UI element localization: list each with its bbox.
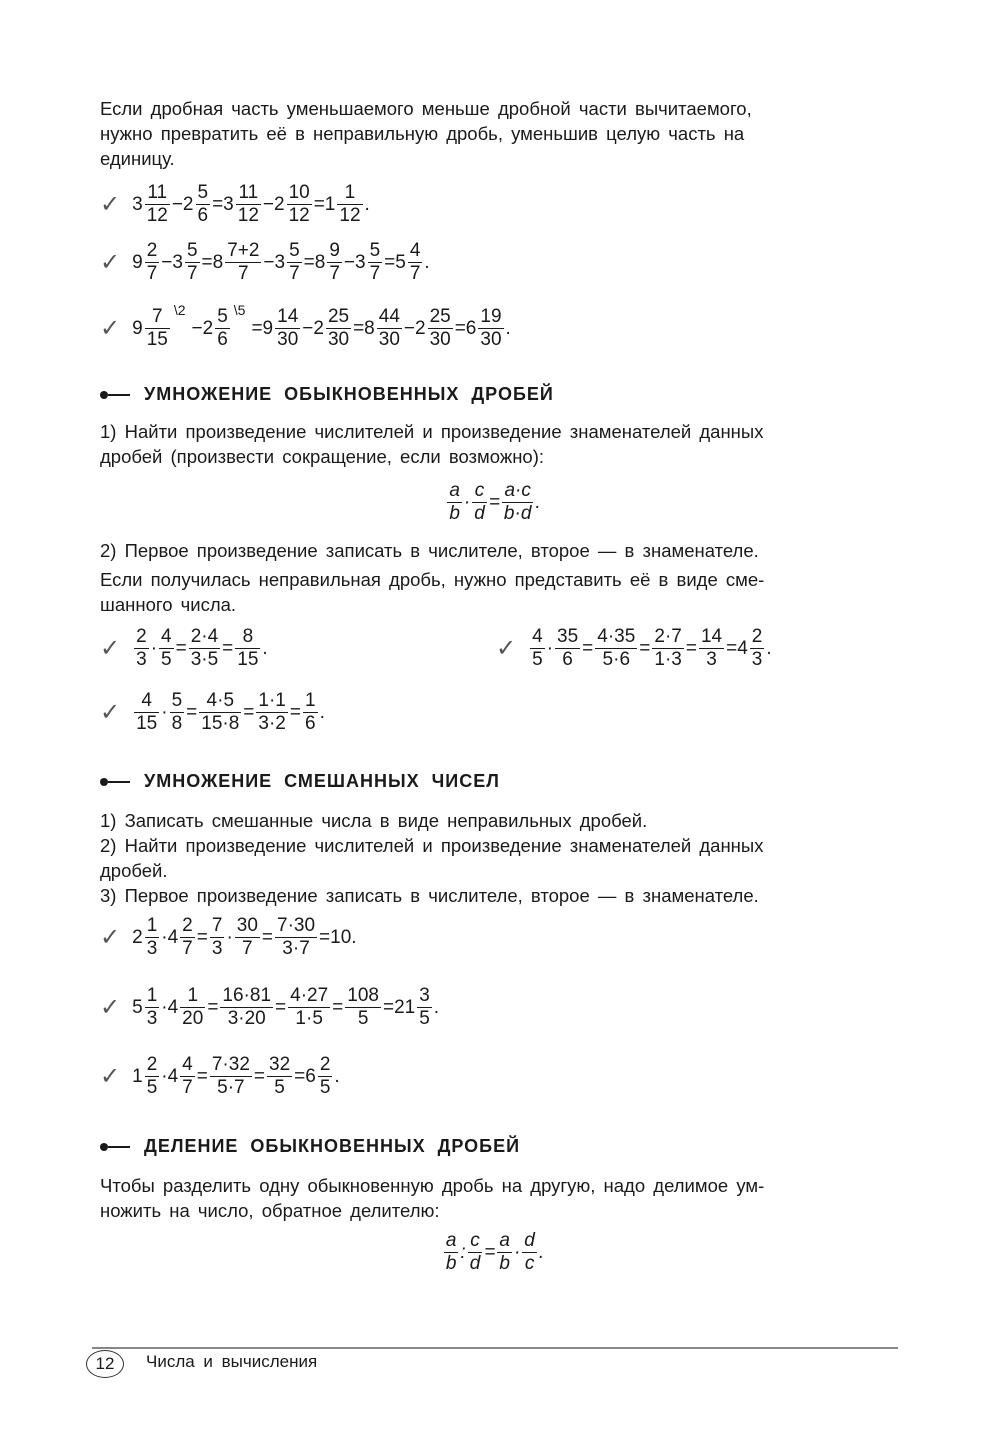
numerator: 4 xyxy=(141,690,152,711)
denominator: 5 xyxy=(267,1076,292,1099)
fraction xyxy=(472,480,487,525)
math-term: = xyxy=(207,996,219,1018)
denominator: 30 xyxy=(429,329,451,350)
section-heading xyxy=(100,1136,520,1157)
check-icon: ✓ xyxy=(100,1063,121,1090)
math-term: −3 xyxy=(343,251,366,273)
denominator: 3 xyxy=(211,938,223,959)
denominator: 20 xyxy=(182,1008,204,1029)
dash-icon xyxy=(108,781,130,783)
denominator: 3·20 xyxy=(220,1007,273,1030)
denominator: b xyxy=(449,503,460,524)
math-term: =8 xyxy=(201,251,224,273)
math-term: = xyxy=(196,1065,208,1087)
math-term: . xyxy=(319,701,325,723)
numerator: 14 xyxy=(277,306,299,327)
fraction xyxy=(225,240,261,285)
numerator: 30 xyxy=(236,915,258,936)
denominator: 3 xyxy=(699,648,724,671)
numerator: 1 xyxy=(146,915,158,936)
numerator: d xyxy=(524,1230,535,1251)
numerator: 1 xyxy=(187,985,199,1006)
text-line: ножить на число, обратное делителю: xyxy=(100,1200,440,1221)
extra-factor: \2 xyxy=(173,302,186,318)
fraction xyxy=(417,985,432,1030)
denominator: b xyxy=(499,1253,510,1274)
fraction xyxy=(235,626,260,671)
fraction xyxy=(408,240,423,285)
example-equation xyxy=(496,626,772,671)
numerator: 9 xyxy=(329,240,340,261)
math-term: 1 xyxy=(132,1065,143,1087)
math-term: =21 xyxy=(382,996,416,1018)
fraction xyxy=(145,1054,160,1099)
numerator: 5 xyxy=(217,306,228,327)
denominator: 5 xyxy=(319,1077,331,1098)
numerator: 7+2 xyxy=(227,240,260,261)
numerator: 2 xyxy=(146,240,158,261)
fraction xyxy=(522,1230,537,1275)
check-icon: ✓ xyxy=(100,924,121,951)
denominator: 5 xyxy=(161,649,172,670)
fraction xyxy=(447,480,462,525)
numerator: a xyxy=(445,1230,457,1251)
math-term: 2 xyxy=(132,926,143,948)
numerator: 32 xyxy=(269,1054,291,1075)
text-line: нужно превратить её в неправильную дробь, уменьшив целую часть на xyxy=(100,123,745,144)
math-term: = xyxy=(196,926,208,948)
numerator: 108 xyxy=(347,985,379,1006)
denominator: 30 xyxy=(277,329,299,350)
example-equation xyxy=(100,915,357,960)
bullet-icon xyxy=(100,778,108,786)
numerator: a xyxy=(449,480,460,501)
heading-text: УМНОЖЕНИЕ СМЕШАННЫХ ЧИСЕЛ xyxy=(144,771,500,791)
footer-divider xyxy=(92,1347,898,1349)
denominator: 3·7 xyxy=(275,937,317,960)
heading-text: ДЕЛЕНИЕ ОБЫКНОВЕННЫХ ДРОБЕЙ xyxy=(144,1136,521,1156)
fraction xyxy=(236,182,261,227)
numerator: a xyxy=(499,1230,510,1251)
fraction xyxy=(145,985,160,1030)
numerator: 5 xyxy=(186,240,198,261)
math-term: 5 xyxy=(132,996,143,1018)
numerator: 11 xyxy=(147,182,168,203)
fraction xyxy=(275,306,300,351)
check-icon: ✓ xyxy=(100,249,121,276)
math-term: . xyxy=(766,637,772,659)
numerator: 14 xyxy=(700,626,723,647)
check-icon: ✓ xyxy=(100,635,121,662)
math-term: −2 xyxy=(191,317,214,339)
check-icon: ✓ xyxy=(100,699,121,726)
numerator: 2 xyxy=(146,1054,158,1075)
numerator: 2 xyxy=(136,626,147,647)
fraction xyxy=(652,626,683,671)
fraction xyxy=(318,1054,333,1099)
fraction xyxy=(210,1054,252,1099)
fraction xyxy=(699,626,724,671)
denominator: d xyxy=(474,503,485,524)
denominator: 3 xyxy=(146,938,158,959)
denominator: 30 xyxy=(480,329,502,350)
math-term: = xyxy=(332,996,344,1018)
fraction xyxy=(185,240,200,285)
math-term: = xyxy=(186,701,198,723)
text-line: шанного числа. xyxy=(100,594,237,615)
numerator: 2 xyxy=(182,915,193,936)
denominator: 3 xyxy=(751,649,763,670)
fraction xyxy=(288,985,330,1030)
text-line: единицу. xyxy=(100,148,175,169)
numerator: 1 xyxy=(146,985,158,1006)
numerator: 2·4 xyxy=(190,626,219,647)
math-term: · xyxy=(150,637,158,659)
math-term: . xyxy=(433,996,440,1018)
text-line: Если получилась неправильная дробь, нужно представить её в виде сме- xyxy=(100,569,765,590)
math-term: −2 xyxy=(403,317,426,339)
math-term: ·4 xyxy=(161,996,179,1018)
bullet-icon xyxy=(100,1143,108,1151)
fraction xyxy=(337,182,362,227)
numerator: 7·32 xyxy=(211,1054,250,1075)
chapter-title: Числа и вычисления xyxy=(146,1352,318,1371)
numerator: c xyxy=(470,1230,480,1251)
example-equation xyxy=(100,302,511,351)
fraction xyxy=(134,626,149,671)
denominator: d xyxy=(469,1253,481,1274)
denominator: 5·7 xyxy=(210,1076,252,1099)
denominator: 3·5 xyxy=(190,649,219,670)
fraction xyxy=(134,690,159,735)
denominator: b xyxy=(445,1253,457,1274)
rule-paragraph xyxy=(100,1173,897,1223)
fraction xyxy=(196,182,211,227)
denominator: 5 xyxy=(345,1007,381,1030)
text-line: Если дробная часть уменьшаемого меньше дробной части вычитаемого, xyxy=(100,98,752,119)
numerator: 1·1 xyxy=(258,690,286,711)
fraction xyxy=(215,306,230,351)
numerator: 5 xyxy=(171,690,183,711)
numerator: 2 xyxy=(319,1054,331,1075)
math-term: −2 xyxy=(262,193,285,215)
denominator: 8 xyxy=(171,713,183,734)
extra-factor: \5 xyxy=(233,302,246,318)
denominator: 15 xyxy=(146,329,168,350)
math-term: 9 xyxy=(132,317,143,339)
math-term: = xyxy=(253,1065,265,1087)
denominator: 5·6 xyxy=(595,648,637,671)
fraction xyxy=(428,306,453,351)
formula xyxy=(0,1230,986,1275)
numerator: 4 xyxy=(409,240,421,261)
numerator: 5 xyxy=(289,240,300,261)
numerator: 4·35 xyxy=(597,626,636,647)
example-equation xyxy=(100,985,439,1030)
fraction xyxy=(287,182,312,227)
math-term: ·4 xyxy=(161,926,179,948)
denominator: 7 xyxy=(146,263,158,284)
math-term: : xyxy=(460,1241,466,1263)
numerator: 7·30 xyxy=(277,915,316,936)
numerator: 5 xyxy=(369,240,381,261)
example-equation xyxy=(100,690,325,735)
denominator: 7 xyxy=(235,937,260,960)
fraction xyxy=(750,626,765,671)
bullet-icon xyxy=(100,391,108,399)
numerator: 2·7 xyxy=(654,626,682,647)
denominator: 1·5 xyxy=(288,1007,330,1030)
denominator: 6 xyxy=(197,205,209,226)
denominator: 1·3 xyxy=(654,649,682,670)
fraction xyxy=(444,1230,459,1275)
math-term: =8 xyxy=(303,251,326,273)
example-equation xyxy=(100,626,268,671)
math-term: =4 xyxy=(726,637,748,659)
example-equation xyxy=(100,182,370,227)
fraction xyxy=(287,240,302,285)
numerator: 1 xyxy=(344,182,356,203)
denominator: 7 xyxy=(409,263,421,284)
denominator: 7 xyxy=(329,263,340,284)
fraction xyxy=(478,306,503,351)
numerator: a·c xyxy=(504,480,531,501)
text-line: дробей. xyxy=(100,860,168,881)
math-term: =6 xyxy=(454,317,477,339)
heading-text: УМНОЖЕНИЕ ОБЫКНОВЕННЫХ ДРОБЕЙ xyxy=(144,384,554,404)
dash-icon xyxy=(108,394,130,396)
example-equation xyxy=(100,1054,340,1099)
math-term: = xyxy=(175,637,187,659)
fraction xyxy=(377,306,402,351)
denominator: 12 xyxy=(339,205,361,226)
fraction xyxy=(145,182,170,227)
numerator: 7 xyxy=(151,306,163,327)
math-term: =1 xyxy=(313,193,336,215)
section-heading xyxy=(100,771,500,792)
numerator: 25 xyxy=(429,306,451,327)
fraction xyxy=(326,306,351,351)
math-term: −3 xyxy=(161,251,183,273)
numerator: 4·5 xyxy=(206,690,235,711)
math-term: −2 xyxy=(171,193,194,215)
math-term: = xyxy=(261,926,274,948)
denominator: 6 xyxy=(217,329,228,350)
numerator: 25 xyxy=(327,306,350,327)
denominator: c xyxy=(522,1252,537,1275)
numerator: 4·27 xyxy=(290,985,329,1006)
math-term: = xyxy=(582,637,594,659)
text-line: 1) Найти произведение числителей и произведение знаменателей данных xyxy=(100,421,764,442)
denominator: 5 xyxy=(532,649,543,670)
denominator: 12 xyxy=(288,205,310,226)
fraction xyxy=(502,480,533,525)
fraction xyxy=(256,690,287,735)
numerator: 19 xyxy=(480,306,502,327)
fraction xyxy=(595,626,637,671)
fraction xyxy=(159,626,174,671)
math-term: =5 xyxy=(384,251,406,273)
math-term: =9 xyxy=(251,317,274,339)
numerator: c xyxy=(474,480,485,501)
numerator: 44 xyxy=(378,306,400,327)
fraction xyxy=(267,1054,292,1099)
check-icon: ✓ xyxy=(100,994,121,1021)
numerator: 35 xyxy=(557,626,579,647)
math-term: = xyxy=(275,996,287,1018)
math-term: . xyxy=(424,251,430,273)
text-line: 2) Найти произведение числителей и произведение знаменателей данных xyxy=(100,835,764,856)
text-line: дробей (произвести сокращение, если возможно): xyxy=(100,446,545,467)
fraction xyxy=(468,1230,483,1275)
denominator: 30 xyxy=(378,329,400,350)
denominator: 7 xyxy=(225,262,261,285)
math-term: =10. xyxy=(319,926,357,948)
numerator: 4 xyxy=(161,626,172,647)
math-term: = xyxy=(685,637,697,659)
check-icon: ✓ xyxy=(100,315,121,342)
denominator: 12 xyxy=(146,205,168,226)
denominator: 6 xyxy=(555,648,580,671)
text-line: 1) Записать смешанные числа в виде неправильных дробей. xyxy=(100,810,648,831)
math-term: · xyxy=(226,926,233,948)
denominator: 7 xyxy=(369,263,381,284)
math-term: =3 xyxy=(212,193,234,215)
fraction xyxy=(368,240,383,285)
denominator: 7 xyxy=(182,938,193,959)
formula xyxy=(0,480,986,525)
dash-icon xyxy=(108,1146,130,1148)
fraction xyxy=(189,626,220,671)
fraction xyxy=(145,240,160,285)
check-icon: ✓ xyxy=(496,635,517,662)
math-term: = xyxy=(222,637,234,659)
rule-paragraph xyxy=(100,538,897,617)
math-term: = xyxy=(243,701,255,723)
text-line: 2) Первое произведение записать в числителе, второе — в знаменателе. xyxy=(100,540,759,561)
math-term: . xyxy=(364,193,370,215)
math-term: · xyxy=(546,637,554,659)
denominator: 6 xyxy=(304,713,316,734)
check-icon: ✓ xyxy=(100,191,121,218)
intro-paragraph xyxy=(100,96,897,171)
numerator: 16·81 xyxy=(222,985,272,1006)
fraction xyxy=(497,1230,512,1275)
fraction xyxy=(275,915,317,960)
denominator: 5 xyxy=(419,1008,430,1029)
fraction xyxy=(145,306,170,351)
fraction xyxy=(199,690,241,735)
math-term: = xyxy=(488,491,500,513)
denominator: 3 xyxy=(136,649,147,670)
numerator: 4 xyxy=(182,1054,193,1075)
fraction xyxy=(180,1054,195,1099)
math-term: . xyxy=(262,637,268,659)
text-line: Чтобы разделить одну обыкновенную дробь на другую, надо делимое ум- xyxy=(100,1175,765,1196)
numerator: 8 xyxy=(242,626,254,647)
fraction xyxy=(327,240,342,285)
numerator: 3 xyxy=(419,985,430,1006)
denominator: 7 xyxy=(182,1077,193,1098)
denominator: b·d xyxy=(503,503,532,524)
fraction xyxy=(210,915,225,960)
fraction xyxy=(170,690,185,735)
numerator: 1 xyxy=(304,690,316,711)
denominator: 15 xyxy=(136,713,158,734)
denominator: 30 xyxy=(327,329,350,350)
math-term: · xyxy=(463,491,471,513)
numerator: 11 xyxy=(238,182,259,203)
numerator: 10 xyxy=(288,182,310,203)
page-number: 12 xyxy=(86,1350,124,1378)
fraction xyxy=(145,915,160,960)
math-term: = xyxy=(484,1241,496,1263)
math-term: =8 xyxy=(353,317,375,339)
denominator: 3·2 xyxy=(258,713,286,734)
denominator: 5 xyxy=(146,1077,158,1098)
math-term: 9 xyxy=(132,251,143,273)
example-equation xyxy=(100,240,430,285)
math-term: −3 xyxy=(263,251,286,273)
text-line: 3) Первое произведение записать в числителе, второе — в знаменателе. xyxy=(100,885,759,906)
fraction xyxy=(555,626,580,671)
fraction xyxy=(180,915,195,960)
math-term: 3 xyxy=(132,193,143,215)
math-term: · xyxy=(161,701,168,723)
denominator: 15 xyxy=(237,649,259,670)
numerator: 4 xyxy=(532,626,543,647)
denominator: 3 xyxy=(146,1008,158,1029)
numerator: 5 xyxy=(197,182,209,203)
denominator: 7 xyxy=(186,263,198,284)
denominator: 7 xyxy=(289,263,300,284)
fraction xyxy=(180,985,205,1030)
fraction xyxy=(303,690,318,735)
math-term: . xyxy=(538,1241,545,1263)
rule-paragraph xyxy=(100,808,897,908)
fraction xyxy=(235,915,260,960)
fraction xyxy=(530,626,545,671)
fraction xyxy=(220,985,273,1030)
rule-paragraph xyxy=(100,419,897,469)
math-term: = xyxy=(289,701,301,723)
math-term: · xyxy=(513,1241,521,1263)
math-term: = xyxy=(639,637,651,659)
math-term: =6 xyxy=(294,1065,316,1087)
math-term: ·4 xyxy=(161,1065,179,1087)
math-term: −2 xyxy=(302,317,324,339)
math-term: . xyxy=(505,317,511,339)
math-term: . xyxy=(535,491,541,513)
math-term: . xyxy=(334,1065,340,1087)
fraction xyxy=(345,985,381,1030)
denominator: 15·8 xyxy=(201,713,240,734)
denominator: 12 xyxy=(237,205,259,226)
section-heading xyxy=(100,384,554,405)
numerator: 7 xyxy=(211,915,223,936)
numerator: 2 xyxy=(751,626,763,647)
